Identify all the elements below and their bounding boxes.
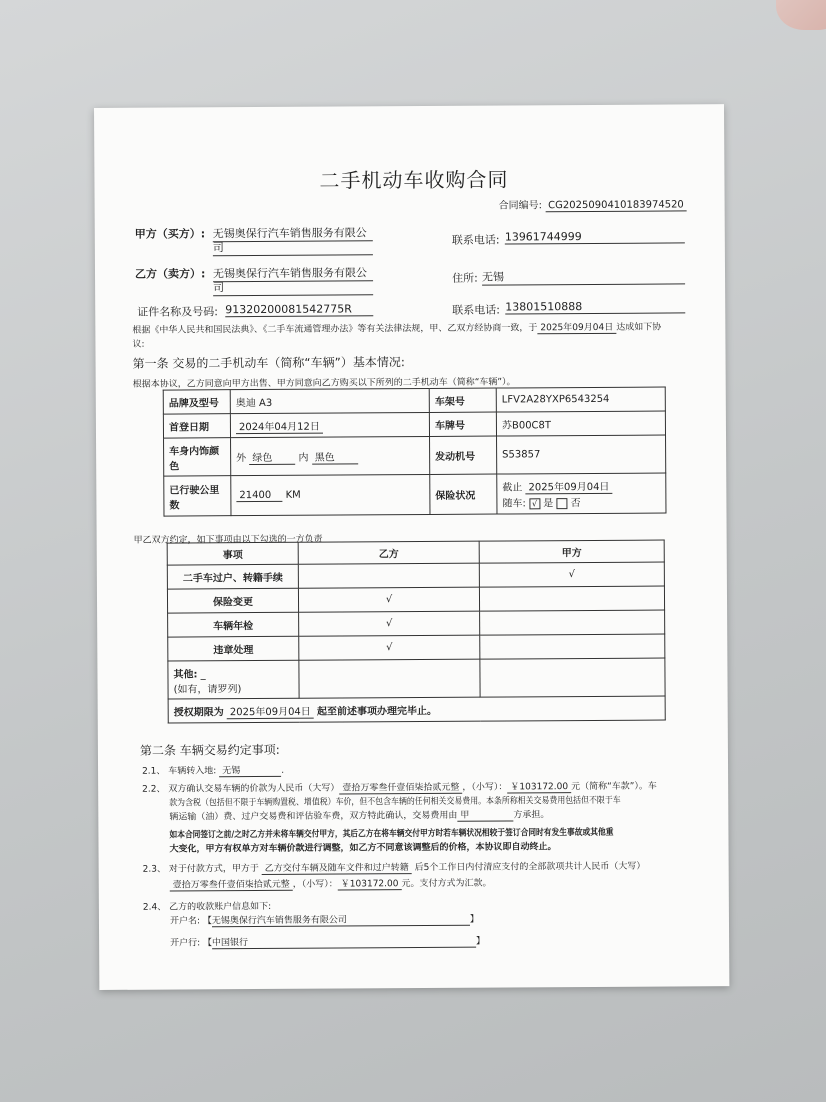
duties-col-b: 乙方 [298, 541, 479, 564]
preamble-line1: 根据《中华人民共和国民法典》、《二手车流通管理办法》等有关法律法规，甲、乙双方经协商一致，于 2025年09月04日 达成如下协 [132, 320, 661, 337]
destination: 无锡 [219, 763, 281, 777]
brand-label: 品牌及型号 [163, 390, 230, 414]
clause-2-2-line2: 款为含税（包括但不限于车辆购置税、增值税）车价，但不包含车辆的任何相关交易费用。本条所称相关交易费用包括但不限于车 [169, 795, 621, 809]
clause-2-1: 2.1、 车辆转入地: 无锡 . [142, 763, 284, 778]
clause-2-2-line1: 2.2、 双方确认交易车辆的价款为人民币（大写） 壹拾万零叁仟壹佰柒拾贰元整 ，（小写）： ￥103172.00 元（简称“车款”）。车 [142, 779, 657, 796]
duty-item: 二手车过户、转籍手续 [167, 564, 298, 589]
fee-party: 甲 [457, 807, 513, 821]
duty-other-value: _ [200, 668, 206, 680]
clause-2-2-line3: 辆运输（油）费、过户交易费和评估验车费，双方特此确认，交易费用由 甲 方承担。 [169, 807, 549, 823]
party-b-name-line2: 司 [213, 278, 373, 296]
duty-other-note: (如有，请罗列) [173, 683, 242, 696]
duty-a-mark: √ [479, 562, 664, 587]
id-doc-value: 91320200081542775R [225, 302, 373, 317]
bank-name: 中国银行 [212, 934, 476, 950]
payment-amount: ￥103172.00 [338, 876, 402, 890]
duties-table [167, 540, 666, 724]
party-b-address: 无锡 [482, 267, 685, 285]
duties-intro: 甲乙双方约定，如下事项由以下勾选的一方负责 [133, 534, 323, 546]
preamble-date: 2025年09月04日 [537, 320, 616, 334]
vehicle-table [163, 387, 667, 517]
engine-label: 发动机号 [430, 436, 497, 474]
party-b-phone: 13801510888 [505, 299, 685, 314]
background-object [776, 0, 826, 30]
reg-date-value: 2024年04月12日 [236, 417, 323, 434]
duty-b-mark: √ [298, 587, 479, 612]
duty-item: 违章处理 [168, 636, 299, 661]
duty-b-mark: √ [299, 635, 480, 660]
vin-value: LFV2A28YXP6543254 [496, 387, 665, 412]
color-cell: 外 绿色 内 黑色 [231, 436, 430, 475]
party-a-phone-label: 联系电话: [451, 233, 500, 247]
payment-amount-cn: 壹拾万零叁仟壹佰柒拾贰元整 [170, 877, 293, 892]
party-b-phone-label: 联系电话: [452, 303, 501, 317]
plate-label: 车牌号 [429, 412, 496, 436]
mileage-value: 21400 [236, 489, 282, 501]
price-num: ￥103172.00 [507, 779, 571, 793]
clause-2-3-line2: 壹拾万零叁仟壹佰柒拾贰元整 ，（小写）： ￥103172.00 元。支付方式为汇款。 [170, 876, 492, 892]
auth-period-cell: 授权期限为 2025年09月04日 起至前述事项办理完毕止。 [168, 696, 665, 723]
page-title: 二手机动车收购合同 [319, 167, 509, 193]
color-inner: 黑色 [312, 448, 358, 464]
contract-number: 合同编号: CG2025090410183974520 [499, 195, 687, 212]
insurance-cell: 截止 2025年09月04日 随车: √ 是 否 [497, 473, 666, 514]
plate-value: 苏B00C8T [496, 411, 665, 436]
duty-a-mark [480, 634, 665, 659]
clause-2-3-line1: 2.3、 对于付款方式，甲方于 乙方交付车辆及随车文件和过户转籍 后5个工作日内付清应支付的全部款项共计人民币（大写） [142, 861, 646, 875]
account-name: 无锡奥保行汽车销售服务有限公司 [212, 912, 470, 928]
payment-condition: 乙方交付车辆及随车文件和过户转籍 [262, 860, 412, 875]
with-car-yes-checkbox: √ [529, 498, 540, 509]
id-doc-label: 证件名称及号码: [137, 305, 219, 319]
duty-a-mark [480, 610, 665, 635]
clause-2-4: 2.4、 乙方的收款账户信息如下: [142, 901, 272, 913]
mileage-label: 已行驶公里数 [164, 476, 231, 516]
reg-date-cell [230, 412, 429, 437]
duty-other-cell: 其他: _ (如有，请罗列) [168, 660, 299, 699]
duties-col-a: 甲方 [479, 540, 664, 563]
duty-other-a [480, 658, 665, 697]
insurance-date: 2025年09月04日 [525, 478, 612, 495]
preamble-line2: 议: [132, 339, 145, 350]
duty-b-mark [298, 563, 479, 588]
clause-2-2-bold2: 大变化，甲方有权单方对车辆价款进行调整，如乙方不同意该调整后的价格，本协议即自动终止。 [169, 842, 557, 855]
brand-value: 奥迪 A3 [230, 388, 429, 413]
party-b-address-label: 住所: [452, 271, 478, 285]
engine-value: S53857 [497, 435, 666, 474]
color-label: 车身内饰颜色 [164, 438, 231, 476]
color-outer: 绿色 [249, 448, 295, 464]
duty-a-mark [479, 586, 664, 611]
with-car-no-checkbox [556, 498, 567, 509]
party-b-label: 乙方（卖方）: [134, 267, 206, 281]
party-a-label: 甲方（买方）: [134, 227, 206, 241]
account-name-line: 开户名: 【无锡奥保行汽车销售服务有限公司 】 [170, 912, 479, 928]
reg-date-label: 首登日期 [163, 414, 230, 438]
clause-2-2-bold1: 如本合同签订之前/之时乙方并未将车辆交付甲方，其后乙方在将车辆交付甲方时若车辆状况相较于签订合同时有发生事故或其他重 [169, 827, 614, 841]
bank-line: 开户行: 【中国银行 】 [170, 934, 485, 950]
mileage-cell: 21400 KM [231, 474, 430, 515]
contract-number-value: CG2025090410183974520 [545, 199, 687, 212]
duty-other-b [299, 659, 480, 698]
party-a-name-line1: 无锡奥保行汽车销售服务有限公 [213, 224, 373, 242]
duty-item: 保险变更 [167, 588, 298, 613]
auth-date: 2025年09月04日 [227, 702, 314, 719]
section2-heading: 第二条 车辆交易约定事项: [139, 742, 280, 758]
party-b-name-line1: 无锡奥保行汽车销售服务有限公 [213, 264, 373, 282]
vin-label: 车架号 [429, 388, 496, 412]
duties-col-item: 事项 [167, 542, 298, 565]
contract-page [94, 104, 729, 990]
section1-intro: 根据本协议，乙方同意向甲方出售、甲方同意向乙方购买以下所列的二手机动车（简称“车辆”）。 [132, 377, 516, 390]
duty-item: 车辆年检 [168, 612, 299, 637]
insurance-label: 保险状况 [430, 474, 497, 514]
section1-heading: 第一条 交易的二手机动车（简称“车辆”）基本情况: [132, 355, 405, 371]
duty-b-mark: √ [299, 611, 480, 636]
party-a-name-line2: 司 [213, 238, 373, 256]
party-a-phone: 13961744999 [505, 229, 685, 244]
price-cn: 壹拾万零叁仟壹佰柒拾贰元整 [339, 780, 462, 795]
